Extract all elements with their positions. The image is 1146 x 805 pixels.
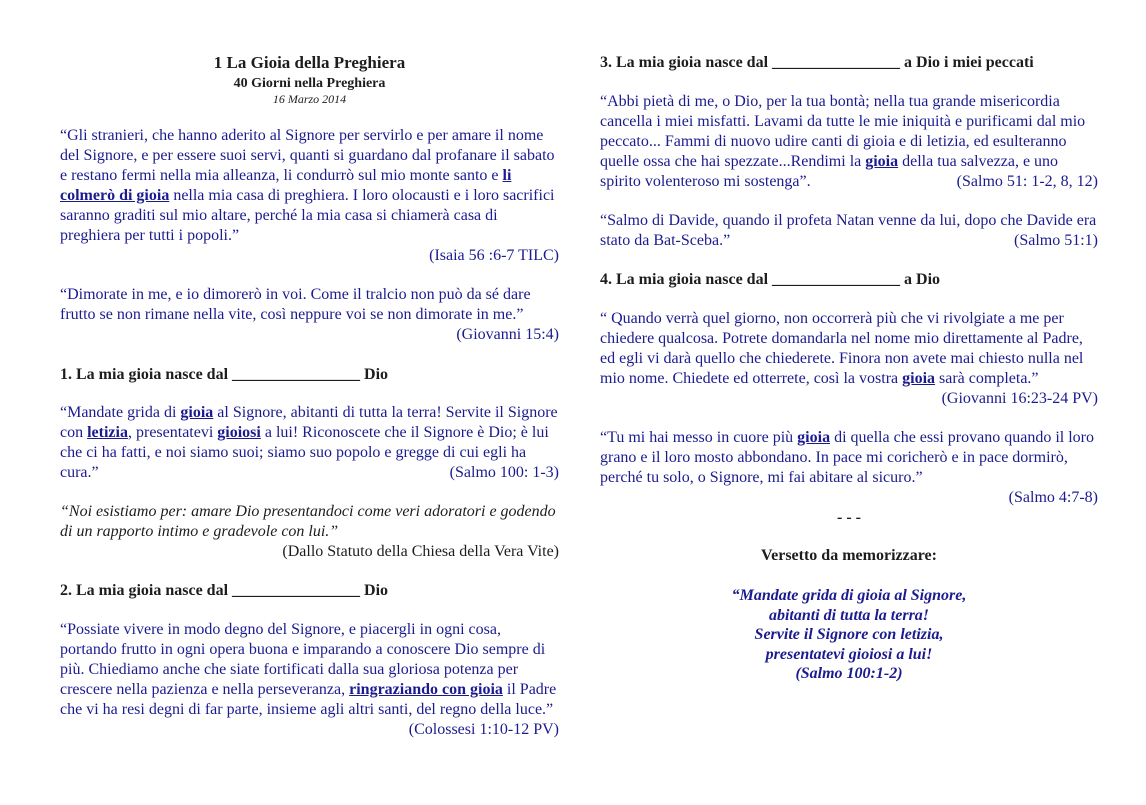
- quote-text: al Signore, abitanti di tutta la terra! Servite il Signore con: [60, 404, 558, 441]
- memory-verse-line: presentatevi gioiosi a lui!: [765, 645, 933, 663]
- highlight-word: letizia: [87, 424, 128, 441]
- quote-colossesi: [60, 620, 559, 740]
- quote-reference: (Salmo 100: 1-3): [449, 464, 559, 481]
- quote-text: nella mia casa di preghiera. I loro olocausti e i loro sacrifici saranno graditi sul mio altare, perché la mia casa si chiamerà casa di preghiera per tutti i popoli.”: [60, 187, 555, 244]
- highlight-word: gioiosi: [217, 424, 261, 441]
- quote-text: di quella che essi provano quando il loro grano e il loro mosto abbondano. In pace mi coricherò e in pace dormirò, perché tu solo, o Signore, mi fai abitare al sicuro.”: [600, 429, 1094, 486]
- quote-giovanni-15: [60, 285, 559, 345]
- page-title: 1 La Gioia della Preghiera: [213, 53, 406, 72]
- quote-reference: (Salmo 51:1): [1014, 232, 1098, 249]
- quote-reference: (Colossesi 1:10-12 PV): [408, 721, 559, 738]
- quote-text: “ Quando verrà quel giorno, non occorrerà più che vi rivolgiate a me per chiedere qualcosa. Potrete domandarla nel nome mio direttamente al Padre, ed egli vi darà quello che chiederete. Finora non avete mai chiesto nulla nel mio nome. Chiedete ed otterrete, così la vostra: [600, 310, 1084, 387]
- memory-verse-reference: (Salmo 100:1-2): [795, 665, 903, 682]
- quote-salmo-100: [60, 403, 559, 483]
- memory-verse: [600, 586, 1098, 684]
- quote-text: “Salmo di Davide, quando il profeta Natan venne da lui, dopo che Davide era stato da Bat-Sceba.”: [600, 212, 1097, 249]
- memory-verse-line: Servite il Signore con letizia,: [754, 626, 944, 643]
- quote-reference: (Giovanni 15:4): [456, 326, 559, 343]
- quote-reference: (Salmo 4:7-8): [1008, 489, 1098, 506]
- statute-reference: (Dallo Statuto della Chiesa della Vera Vite): [282, 543, 559, 560]
- quote-salmo-51: [600, 92, 1098, 192]
- quote-text: a lui! Riconoscete che il Signore è Dio; è lui che ci ha fatti, e noi siamo suoi; siamo suo popolo e gregge di cui egli ha cura.”: [60, 424, 549, 481]
- quote-text: “Gli stranieri, che hanno aderito al Signore per servirlo e per amare il nome del Signore, e per essere suoi servi, quanti si guardano dal profanare il sabato e restano fermi nella mia alleanza, li condurrò sul mio monte santo e: [60, 127, 555, 184]
- highlight-word: gioia: [865, 153, 899, 170]
- highlight-phrase: ringraziando con gioia: [349, 681, 503, 698]
- quote-text: “Abbi pietà di me, o Dio, per la tua bontà; nella tua grande misericordia cancella i miei misfatti. Lavami da tutte le mie iniquità e purificami dal mio peccato... Fammi di nuovo udire canti di gioia e di letizia, ed esulteranno quelle ossa che hai spezzate...Rendimi la: [600, 93, 1086, 170]
- quote-text: “Dimorate in me, e io dimorerò in voi. Come il tralcio non può da sé dare frutto se non rimane nella vite, così neppure voi se non dimorate in me.”: [60, 286, 531, 323]
- highlight-word: gioia: [797, 429, 831, 446]
- quote-giovanni-16: [600, 309, 1098, 409]
- church-statute-quote: [60, 502, 559, 562]
- quote-text: , presentatevi: [127, 424, 218, 441]
- quote-isaia: [60, 126, 559, 266]
- statute-text: “Noi esistiamo per: amare Dio presentandoci come veri adoratori e godendo di un rapporto intimo e gradevole con lui.”: [60, 503, 556, 540]
- quote-reference: (Isaia 56 :6-7 TILC): [429, 247, 559, 264]
- quote-text: il Padre che vi ha resi degni di far parte, insieme agli altri santi, del regno della luce.”: [60, 681, 557, 718]
- quote-text: della tua salvezza, e uno spirito volenteroso mi sostenga”.: [600, 153, 1059, 190]
- quote-text: sarà completa.”: [935, 370, 1039, 387]
- section-heading-2: 2. La mia gioia nasce dal ________________ Dio: [60, 582, 389, 599]
- quote-salmo-4: [600, 428, 1098, 508]
- quote-reference: (Giovanni 16:23-24 PV): [941, 390, 1098, 407]
- memory-verse-line: abitanti di tutta la terra!: [768, 606, 930, 624]
- quote-text: “Mandate grida di: [60, 404, 181, 421]
- quote-reference: (Salmo 51: 1-2, 8, 12): [956, 173, 1098, 190]
- section-heading-1: 1. La mia gioia nasce dal ________________ Dio: [60, 366, 389, 383]
- highlight-word: gioia: [180, 404, 214, 421]
- section-heading-4: 4. La mia gioia nasce dal ________________ a Dio: [600, 271, 941, 288]
- page-date: 16 Marzo 2014: [272, 92, 347, 106]
- highlight-word: gioia: [902, 370, 936, 387]
- highlight-phrase: li colmerò di gioia: [60, 167, 512, 204]
- page-subtitle: 40 Giorni nella Preghiera: [233, 76, 386, 91]
- quote-salmo-51-title: [600, 211, 1098, 251]
- quote-text: “Possiate vivere in modo degno del Signore, e piacergli in ogni cosa, portando frutto in ogni opera buona e imparando a conoscere Dio sempre di più. Chiediamo anche che siate fortificati dalla sua gloriosa potenza per crescere nella pazienza e nella perseveranza,: [60, 621, 546, 698]
- memory-verse-title: Versetto da memorizzare:: [761, 547, 937, 564]
- quote-text: “Tu mi hai messo in cuore più: [600, 429, 798, 446]
- memory-verse-line: “Mandate grida di gioia al Signore,: [731, 587, 967, 604]
- separator: - - -: [837, 509, 861, 526]
- section-heading-3: 3. La mia gioia nasce dal ________________ a Dio i miei peccati: [600, 54, 1034, 71]
